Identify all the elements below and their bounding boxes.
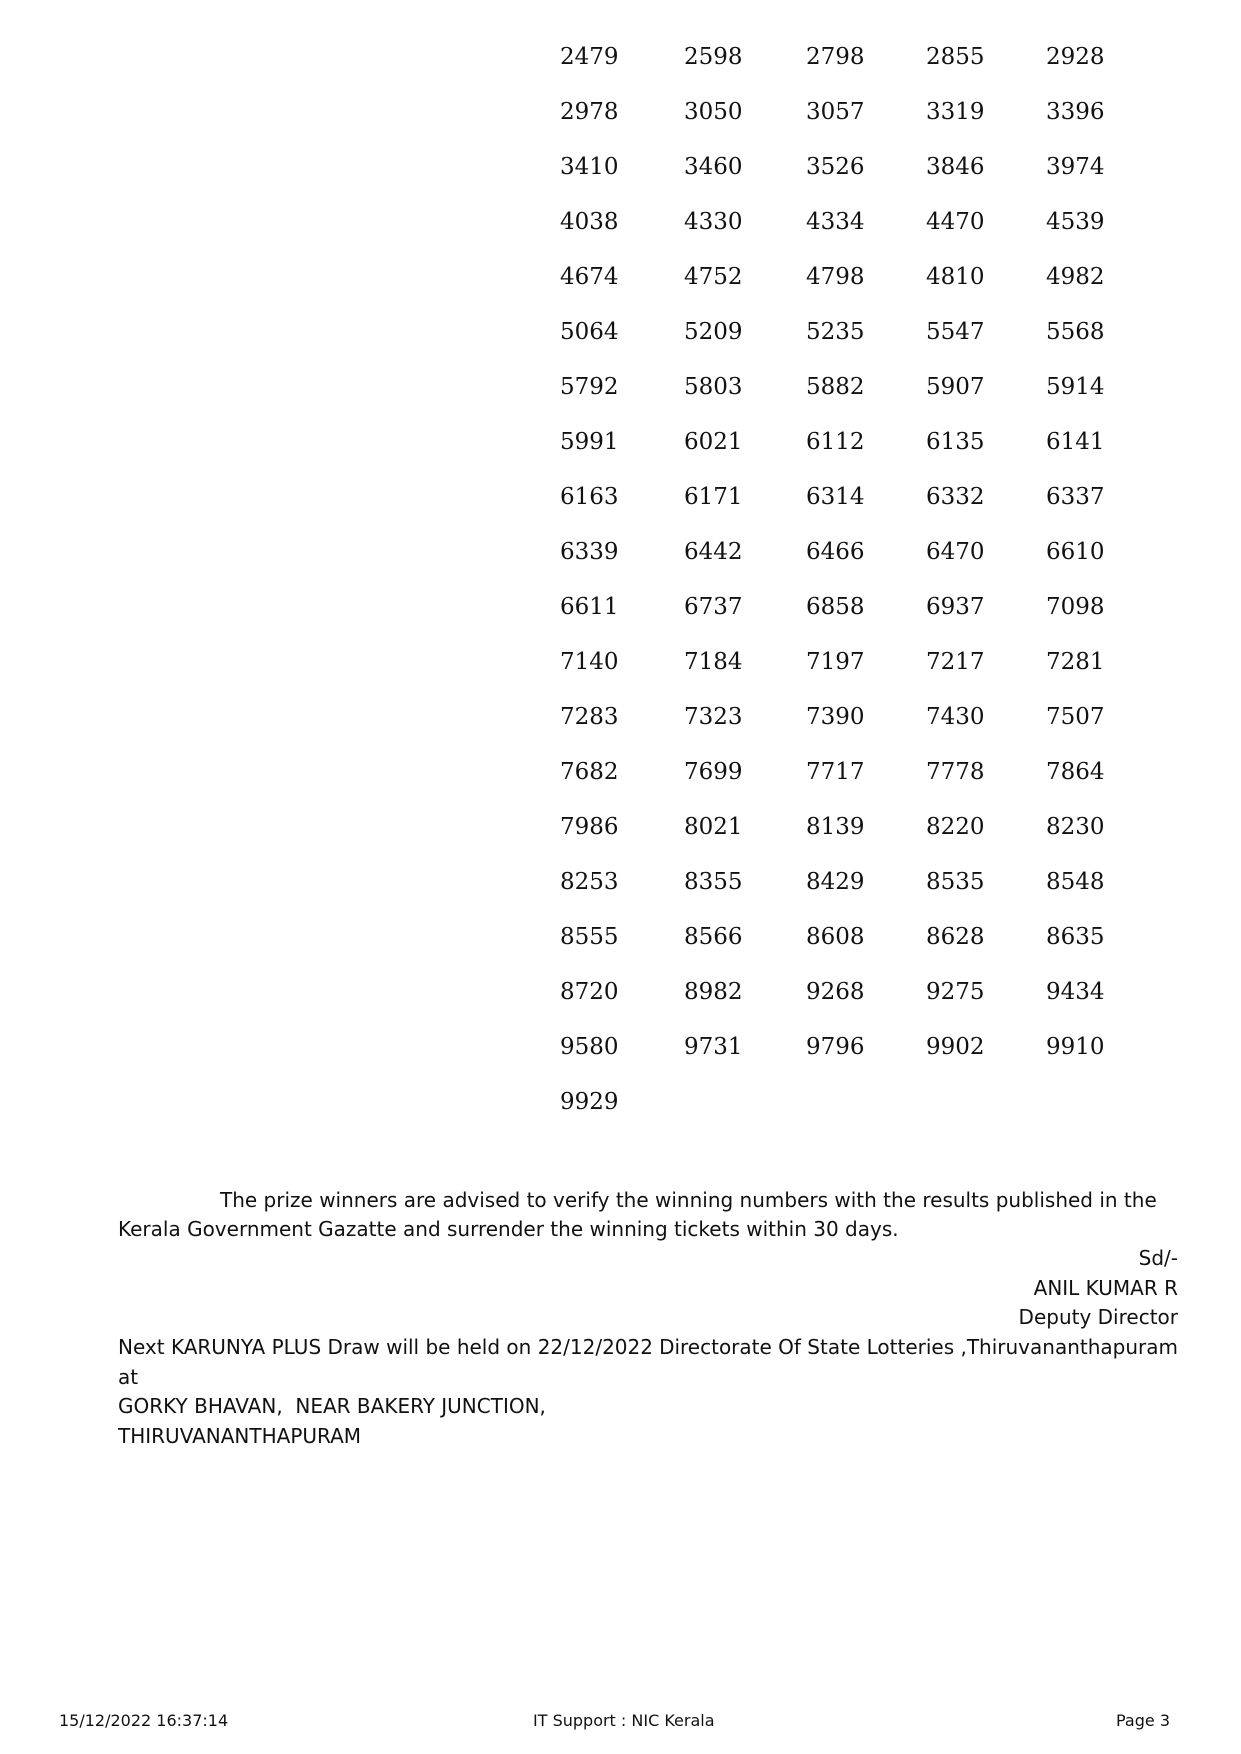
winning-number: 2855 bbox=[926, 44, 985, 70]
winning-number: 2479 bbox=[560, 44, 619, 70]
winning-number: 5568 bbox=[1046, 319, 1105, 345]
winning-number: 8628 bbox=[926, 924, 985, 950]
winning-number: 8021 bbox=[684, 814, 743, 840]
winning-number: 4470 bbox=[926, 209, 985, 235]
winning-number: 4810 bbox=[926, 264, 985, 290]
winning-number: 8220 bbox=[926, 814, 985, 840]
winning-number: 5792 bbox=[560, 374, 619, 400]
winning-number: 7184 bbox=[684, 649, 743, 675]
winning-number: 6163 bbox=[560, 484, 619, 510]
winning-number: 6937 bbox=[926, 594, 985, 620]
winning-number: 6021 bbox=[684, 429, 743, 455]
winning-number: 7864 bbox=[1046, 759, 1105, 785]
winning-number: 9929 bbox=[560, 1089, 619, 1115]
winning-number: 6135 bbox=[926, 429, 985, 455]
winning-number: 7283 bbox=[560, 704, 619, 730]
winning-number: 9910 bbox=[1046, 1034, 1105, 1060]
winning-number: 7699 bbox=[684, 759, 743, 785]
winning-number: 6737 bbox=[684, 594, 743, 620]
winning-number: 5064 bbox=[560, 319, 619, 345]
winning-number: 8608 bbox=[806, 924, 865, 950]
winning-number: 6611 bbox=[560, 594, 619, 620]
winning-number: 8535 bbox=[926, 869, 985, 895]
winning-number: 9434 bbox=[1046, 979, 1105, 1005]
winning-number: 7281 bbox=[1046, 649, 1105, 675]
winning-number: 4330 bbox=[684, 209, 743, 235]
winning-number: 3526 bbox=[806, 154, 865, 180]
winning-number: 3410 bbox=[560, 154, 619, 180]
winning-number: 2798 bbox=[806, 44, 865, 70]
winning-number: 9268 bbox=[806, 979, 865, 1005]
signature-sd: Sd/- bbox=[1138, 1246, 1178, 1270]
winning-number: 9275 bbox=[926, 979, 985, 1005]
winning-number: 7217 bbox=[926, 649, 985, 675]
winning-number: 8566 bbox=[684, 924, 743, 950]
winning-number: 3057 bbox=[806, 99, 865, 125]
winning-number: 9902 bbox=[926, 1034, 985, 1060]
winning-number: 9796 bbox=[806, 1034, 865, 1060]
winning-number: 6141 bbox=[1046, 429, 1105, 455]
winning-number: 6442 bbox=[684, 539, 743, 565]
winning-number: 2928 bbox=[1046, 44, 1105, 70]
winning-number: 5882 bbox=[806, 374, 865, 400]
winning-number: 4982 bbox=[1046, 264, 1105, 290]
winning-number: 3050 bbox=[684, 99, 743, 125]
winning-number: 6171 bbox=[684, 484, 743, 510]
winning-number: 4539 bbox=[1046, 209, 1105, 235]
winning-number: 3974 bbox=[1046, 154, 1105, 180]
winning-number: 2598 bbox=[684, 44, 743, 70]
winning-number: 7507 bbox=[1046, 704, 1105, 730]
winning-number: 5235 bbox=[806, 319, 865, 345]
winning-number: 3460 bbox=[684, 154, 743, 180]
next-draw-line-1: Next KARUNYA PLUS Draw will be held on 22/12/2022 at bbox=[118, 1335, 653, 1389]
winning-number: 5209 bbox=[684, 319, 743, 345]
winning-number: 4038 bbox=[560, 209, 619, 235]
winning-number: 3319 bbox=[926, 99, 985, 125]
signatory-name: ANIL KUMAR R bbox=[1033, 1275, 1178, 1300]
winning-number: 8982 bbox=[684, 979, 743, 1005]
winning-number: 7986 bbox=[560, 814, 619, 840]
winning-number: 6112 bbox=[806, 429, 865, 455]
winning-number: 6337 bbox=[1046, 484, 1105, 510]
winning-number: 6314 bbox=[806, 484, 865, 510]
winning-number: 4752 bbox=[684, 264, 743, 290]
next-draw-line-2: GORKY BHAVAN, NEAR BAKERY JUNCTION, bbox=[118, 1394, 546, 1418]
winning-number: 5914 bbox=[1046, 374, 1105, 400]
winning-number: 7778 bbox=[926, 759, 985, 785]
winning-number: 8139 bbox=[806, 814, 865, 840]
winning-number: 4674 bbox=[560, 264, 619, 290]
winning-number: 7717 bbox=[806, 759, 865, 785]
winning-number: 6466 bbox=[806, 539, 865, 565]
next-draw-line-3: THIRUVANANTHAPURAM bbox=[118, 1423, 362, 1448]
winning-number: 4798 bbox=[806, 264, 865, 290]
next-draw-info bbox=[118, 1333, 678, 1451]
winning-number: 7323 bbox=[684, 704, 743, 730]
winning-number: 5991 bbox=[560, 429, 619, 455]
winning-number: 8555 bbox=[560, 924, 619, 950]
signatory-designation: Deputy Director bbox=[1018, 1305, 1178, 1329]
winning-number: 8548 bbox=[1046, 869, 1105, 895]
winning-number: 7390 bbox=[806, 704, 865, 730]
footer-it-support: IT Support : NIC Kerala bbox=[533, 1711, 715, 1730]
footer-page-number: Page 3 bbox=[1116, 1711, 1170, 1730]
winning-number: 6339 bbox=[560, 539, 619, 565]
footer-timestamp: 15/12/2022 16:37:14 bbox=[59, 1711, 229, 1730]
winning-number: 7140 bbox=[560, 649, 619, 675]
winning-number: 9731 bbox=[684, 1034, 743, 1060]
winning-number: 5547 bbox=[926, 319, 985, 345]
winning-numbers-grid bbox=[560, 42, 1146, 1142]
winning-number: 8230 bbox=[1046, 814, 1105, 840]
winning-number: 9580 bbox=[560, 1034, 619, 1060]
winning-number: 4334 bbox=[806, 209, 865, 235]
winning-number: 7682 bbox=[560, 759, 619, 785]
winning-number: 3846 bbox=[926, 154, 985, 180]
winning-number: 6858 bbox=[806, 594, 865, 620]
winning-number: 6332 bbox=[926, 484, 985, 510]
signatory-office: Directorate Of State Lotteries ,Thiruvananthapuram bbox=[659, 1334, 1178, 1359]
signature-block bbox=[659, 1244, 1178, 1362]
winning-number: 7430 bbox=[926, 704, 985, 730]
prize-winners-notice: The prize winners are advised to verify the winning numbers with the results published in the Kerala Government Gazatte and surrender the winning tickets within 30 days. bbox=[118, 1188, 1157, 1241]
winning-number: 8253 bbox=[560, 869, 619, 895]
winning-number: 8720 bbox=[560, 979, 619, 1005]
winning-number: 8355 bbox=[684, 869, 743, 895]
winning-number: 3396 bbox=[1046, 99, 1105, 125]
winning-number: 7098 bbox=[1046, 594, 1105, 620]
winning-number: 8429 bbox=[806, 869, 865, 895]
winning-number: 6470 bbox=[926, 539, 985, 565]
winning-number: 2978 bbox=[560, 99, 619, 125]
winning-number: 7197 bbox=[806, 649, 865, 675]
winning-number: 5907 bbox=[926, 374, 985, 400]
winning-number: 8635 bbox=[1046, 924, 1105, 950]
winning-number: 5803 bbox=[684, 374, 743, 400]
winning-number: 6610 bbox=[1046, 539, 1105, 565]
